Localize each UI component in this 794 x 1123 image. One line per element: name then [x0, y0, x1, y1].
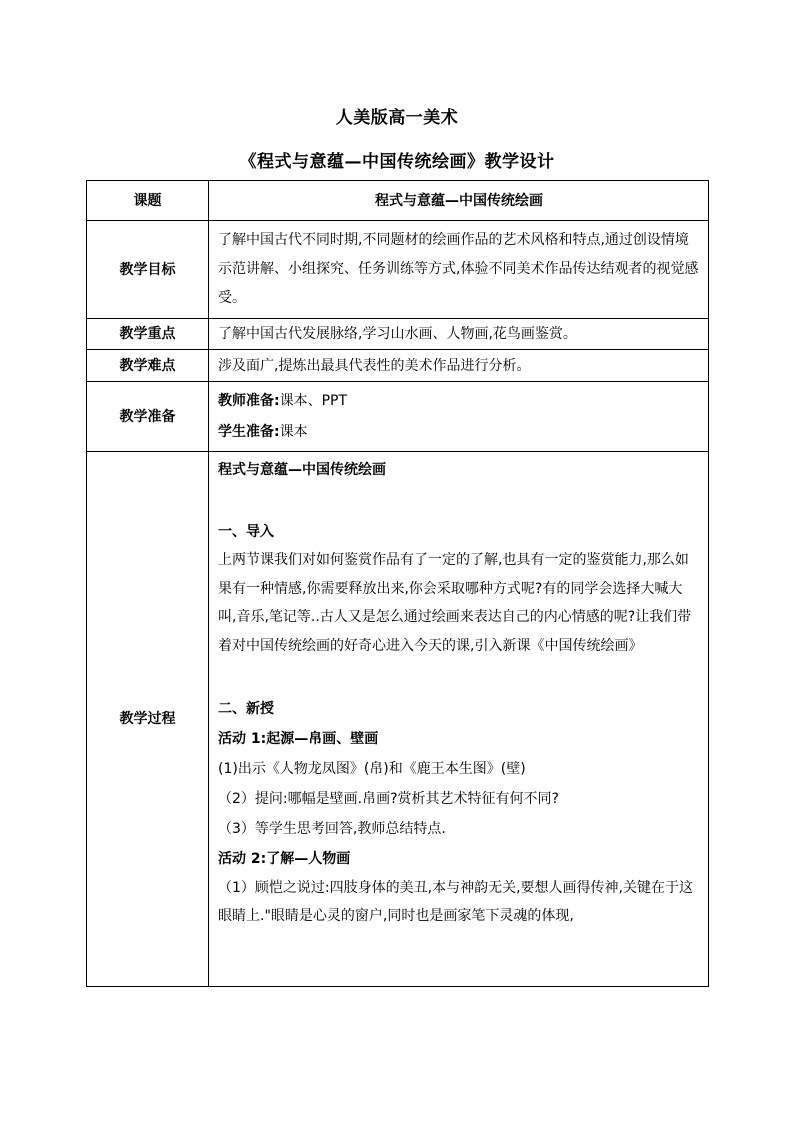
spacer	[218, 484, 700, 518]
difficulty-label: 教学难点	[87, 350, 209, 382]
lesson-plan-table	[86, 180, 709, 987]
goals-value	[209, 221, 709, 319]
activity1-item: （3）等学生思考回答,教师总结特点.	[218, 821, 446, 838]
activity1-item: (1)出示《人物龙凤图》(帛)和《鹿王本生图》(壁)	[218, 761, 526, 778]
key-label: 教学重点	[87, 319, 209, 350]
prep-label: 教学准备	[87, 382, 209, 452]
prep-student-label: 学生准备:	[218, 424, 280, 440]
prep-teacher	[218, 387, 700, 415]
process-value	[209, 452, 709, 987]
table-row	[87, 221, 709, 319]
prep-value	[209, 382, 709, 452]
table-row	[87, 452, 709, 987]
document-subtitle: 《程式与意蕴—中国传统绘画》教学设计	[239, 152, 555, 172]
activity1-item: （2）提问:哪幅是壁画.帛画?赏析其艺术特征有何不同?	[218, 791, 559, 808]
process-heading: 程式与意蕴—中国传统绘画	[218, 462, 386, 478]
table-row	[87, 181, 709, 221]
prep-teacher-value: 课本、PPT	[279, 393, 348, 409]
process-label: 教学过程	[87, 452, 209, 987]
spacer	[218, 660, 700, 694]
goals-text: 了解中国古代不同时期,不同题材的绘画作品的艺术风格和特点,通过创设情境示范讲解、小组探究、任务训练等方式,体验不同美术作品传达结观者的视觉感受。	[218, 232, 699, 306]
table-row	[87, 319, 709, 350]
section1-title: 一、导入	[218, 524, 274, 540]
key-value: 了解中国古代发展脉络,学习山水画、人物画,花鸟画鉴赏。	[209, 319, 709, 350]
activity2-item: （1）顾恺之说过:四肢身体的美丑,本与神韵无关,要想人画得传神,关键在于这眼睛上."眼睛是心灵的窗户,同时也是画家笔下灵魂的体现,	[218, 880, 693, 925]
table-row	[87, 382, 709, 452]
prep-teacher-label: 教师准备:	[218, 393, 280, 409]
goals-label: 教学目标	[87, 221, 209, 319]
section2-title: 二、新授	[218, 701, 274, 718]
difficulty-value: 涉及面广,提炼出最具代表性的美术作品进行分析。	[209, 350, 709, 382]
activity2-title: 活动 2:了解—人物画	[218, 851, 351, 868]
prep-student	[218, 418, 700, 446]
activity1-title: 活动 1:起源—帛画、壁画	[218, 731, 379, 748]
table-row	[87, 350, 709, 382]
topic-value: 程式与意蕴—中国传统绘画	[209, 181, 709, 221]
prep-student-value: 课本	[279, 424, 308, 440]
topic-label: 课题	[87, 181, 209, 221]
document-title: 人美版高一美术	[335, 108, 459, 128]
section1-text: 上两节课我们对如何鉴赏作品有了一定的了解,也具有一定的鉴赏能力,那么如果有一种情感,你需要释放出来,你会采取哪种方式呢?有的同学会选择大喊大叫,音乐,笔记等..古人又是怎么通过绘画来表达自己的内心情感的呢?让我们带着对中国传统绘画的好奇心进入今天的课,引入新课《中国传统绘画》	[218, 552, 692, 654]
